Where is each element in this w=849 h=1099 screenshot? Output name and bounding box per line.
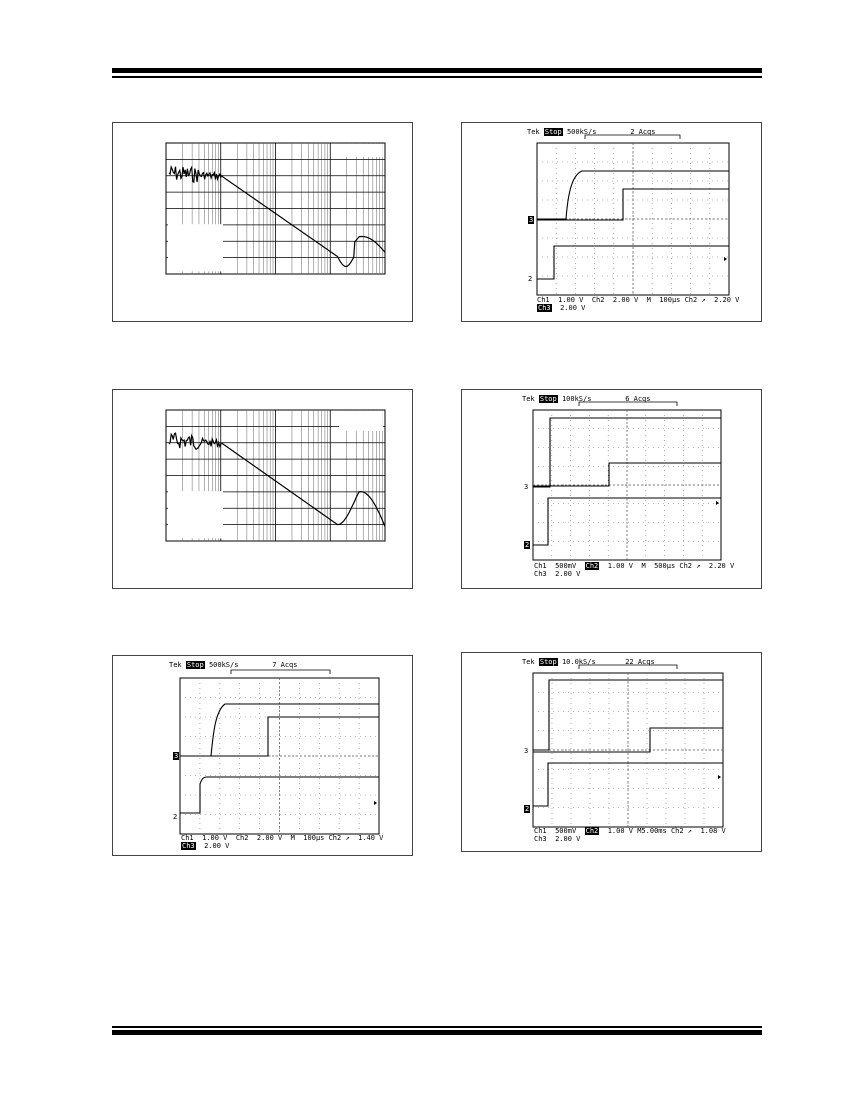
scope-header: Tek Stop 500kS/s 2 Acqs (527, 128, 656, 136)
scope-marker-3: 3 (524, 483, 529, 491)
scope-marker-3: 3 (529, 216, 534, 224)
scope-marker-2: 2 (525, 805, 530, 813)
scope-trace-1 (533, 418, 721, 487)
scope-marker-2: 2 (525, 541, 530, 549)
scope-trace-3 (537, 246, 729, 279)
scope-trigger-bracket (231, 670, 330, 674)
header-rule-thick (112, 68, 762, 73)
scope-trigger-level-arrow (718, 775, 721, 779)
scope-footer: Ch1 500mV Ch2 1.00 V M 500µs Ch2 ↗ 2.20 V Ch3 2.00 V (534, 562, 735, 578)
scope-footer: Ch1 500mV Ch2 1.00 V M5.00ms Ch2 ↗ 1.08 V Ch3 2.00 V (534, 827, 726, 843)
bode-plot-1-graphic (113, 123, 414, 323)
scope-right-3-screen (462, 653, 763, 853)
footer-rule-thin (112, 1026, 762, 1028)
footer-rule-thick (112, 1030, 762, 1035)
figure-scope-right-1 (461, 122, 762, 322)
scope-marker-2: 2 (528, 275, 533, 283)
scope-marker-2: 2 (173, 813, 178, 821)
scope-marker-3: 3 (524, 747, 529, 755)
scope-right-2-screen (462, 390, 763, 590)
header-rule-thin (112, 76, 762, 78)
figure-bode-plot-1 (112, 122, 413, 322)
bode-legend-mask (339, 411, 383, 431)
scope-right-1-screen (462, 123, 763, 323)
bode-plot-2-graphic (113, 390, 414, 590)
bode-legend-mask (168, 491, 223, 538)
scope-header: Tek Stop 100kS/s 6 Acqs (522, 395, 651, 403)
scope-trigger-level-arrow (724, 257, 727, 261)
scope-footer: Ch1 1.00 V Ch2 2.00 V M 100µs Ch2 ↗ 2.20 V Ch3 2.00 V (537, 296, 740, 312)
scope-left-3-screen (113, 656, 414, 857)
scope-trigger-level-arrow (716, 501, 719, 505)
bode-legend-mask (339, 144, 383, 157)
figure-scope-right-3 (461, 652, 762, 852)
scope-footer: Ch1 1.00 V Ch2 2.00 V M 100µs Ch2 ↗ 1.40 V Ch3 2.00 V (181, 834, 384, 850)
scope-marker-3: 3 (174, 752, 179, 760)
scope-trigger-level-arrow (374, 801, 377, 805)
figure-scope-right-2 (461, 389, 762, 589)
scope-header: Tek Stop 10.0kS/s 22 Acqs (522, 658, 655, 666)
figure-bode-plot-2 (112, 389, 413, 589)
bode-legend-mask (168, 224, 223, 271)
figure-scope-left-3 (112, 655, 413, 856)
scope-header: Tek Stop 500kS/s 7 Acqs (169, 661, 298, 669)
